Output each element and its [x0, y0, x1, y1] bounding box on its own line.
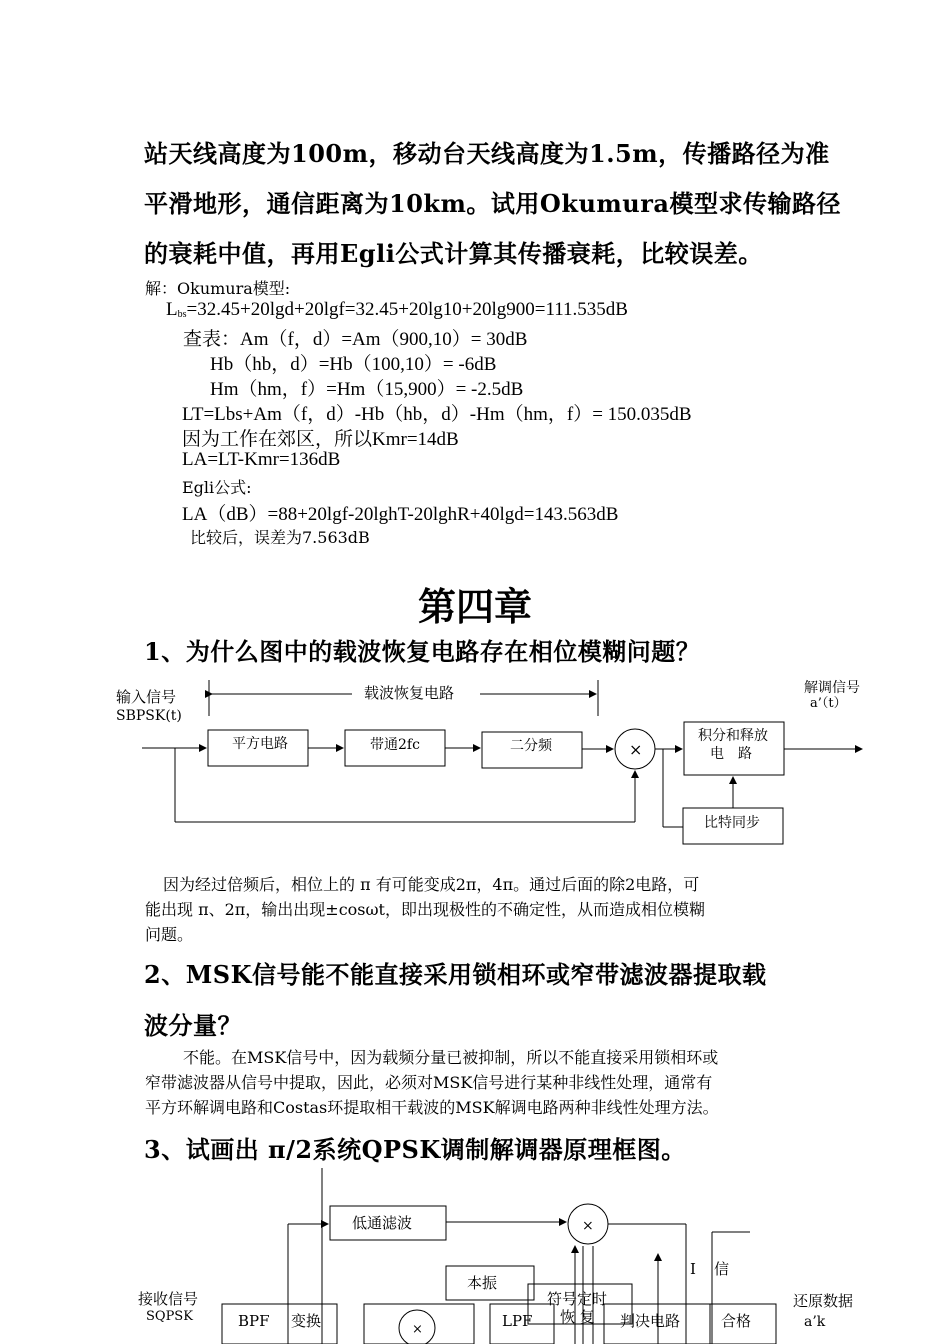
d2-mult-top: ×: [582, 1218, 594, 1234]
solution-am-line: 查表：Am（f，d）=Am（900,10）= 30dB: [183, 329, 528, 350]
solution-egli-line: LA（dB）=88+20lgf-20lghT-20lghR+40lgd=143.563dB: [182, 504, 619, 525]
solution-kmr-line: 因为工作在郊区，所以Kmr=14dB: [182, 429, 459, 450]
chapter-title: 第四章: [418, 584, 533, 629]
d1-span-label: 载波恢复电路: [364, 684, 455, 702]
d2-recv-sym: SQPSK: [146, 1309, 193, 1324]
d2-lpf-top: 低通滤波: [352, 1214, 413, 1232]
solution-title: 解：Okumura模型:: [145, 279, 291, 298]
d2-restore-label: 还原数据: [793, 1292, 854, 1310]
d1-block-bitsync: 比特同步: [704, 815, 760, 831]
solution-hm-line: Hm（hm，f）=Hm（15,900）= -2.5dB: [210, 379, 524, 400]
d2-lpf: LPF: [502, 1312, 533, 1330]
d2-i-label: I: [690, 1260, 696, 1278]
d2-transform: 变换: [291, 1312, 322, 1330]
q2-title-line-1: 2、MSK信号能不能直接采用锁相环或窄带滤波器提取载: [144, 960, 767, 989]
solution-egli-title: Egli公式:: [182, 478, 252, 497]
d2-recv-label: 接收信号: [138, 1290, 199, 1308]
q2-answer-line-2: 窄带滤波器从信号中提取，因此，必须对MSK信号进行某种非线性处理，通常有: [145, 1073, 713, 1092]
problem-line-2: 平滑地形，通信距离为10km。试用Okumura模型求传输路径: [144, 189, 841, 218]
d1-output-sym: a’（t）: [810, 696, 847, 711]
q2-answer-line-3: 平方环解调电路和Costas环提取相干载波的MSK解调电路两种非线性处理方法。: [145, 1098, 719, 1117]
d2-bpf: BPF: [238, 1312, 270, 1330]
solution-la-line: LA=LT-Kmr=136dB: [182, 449, 341, 470]
solution-lbs-line: $L_{bs}=32.45+20\lg d+20\lg f=32.45+20\lg 10+20\lg 900=111.535dB$: [166, 299, 628, 320]
d2-timing: 符号定时: [547, 1290, 608, 1308]
q1-title: 1、为什么图中的载波恢复电路存在相位模糊问题？: [144, 637, 701, 666]
d2-osc: 本振: [467, 1274, 498, 1292]
d1-block-integrate-2: 电 路: [710, 746, 752, 762]
solution-hb-line: Hb（hb，d）=Hb（100,10）= -6dB: [210, 354, 497, 375]
d2-sig-label: 信: [714, 1260, 730, 1278]
problem-line-1: 站天线高度为100m，移动台天线高度为1.5m，传播路径为准: [144, 139, 830, 168]
d1-block-integrate-1: 积分和释放: [698, 728, 768, 744]
q1-answer: [145, 872, 825, 947]
d2-mult-bottom: ×: [412, 1322, 423, 1337]
q3-title: 3、试画出 π/2系统QPSK调制解调器原理框图。: [144, 1135, 686, 1164]
problem-line-3: 的衰耗中值，再用Egli公式计算其传播衰耗，比较误差。: [144, 239, 763, 268]
d2-restore-sym: a’k: [804, 1314, 826, 1330]
qpsk-diagram: [0, 1164, 950, 1344]
d1-block-square: 平方电路: [232, 736, 288, 752]
q2-answer: [145, 1045, 825, 1120]
d1-input-label: 输入信号: [116, 688, 177, 706]
d2-combine: 合格: [721, 1312, 752, 1330]
d1-output-label: 解调信号: [804, 680, 860, 696]
d2-decision: 判决电路: [620, 1312, 681, 1330]
d1-block-bandpass: 带通2fc: [370, 737, 420, 753]
d1-input-sym: SBPSK(t): [116, 708, 182, 724]
solution-compare: 比较后，误差为7.563dB: [190, 528, 370, 547]
carrier-recovery-diagram: [0, 672, 950, 852]
q2-title-line-2: 波分量？: [144, 1011, 242, 1040]
d1-block-divider: 二分频: [510, 738, 552, 754]
q1-answer-line-1: 因为经过倍频后，相位上的 π 有可能变成2π，4π。通过后面的除2电路，可: [163, 875, 700, 894]
q1-answer-line-2: 能出现 π、2π，输出出现±cosωt，即出现极性的不确定性，从而造成相位模糊: [145, 900, 705, 919]
q2-answer-line-1: 不能。在MSK信号中，因为载频分量已被抑制，所以不能直接采用锁相环或: [183, 1048, 719, 1067]
d1-multiplier: ×: [629, 740, 643, 759]
d2-recover: 恢 复: [560, 1308, 595, 1326]
solution-lt-line: LT=Lbs+Am（f，d）-Hb（hb，d）-Hm（hm，f）= 150.035dB: [182, 404, 692, 425]
q1-answer-line-3: 问题。: [145, 925, 194, 944]
solution-lbs-rest: =32.45+20lgd+20lgf=32.45+20lg10+20lg900=111.535dB: [186, 299, 628, 320]
